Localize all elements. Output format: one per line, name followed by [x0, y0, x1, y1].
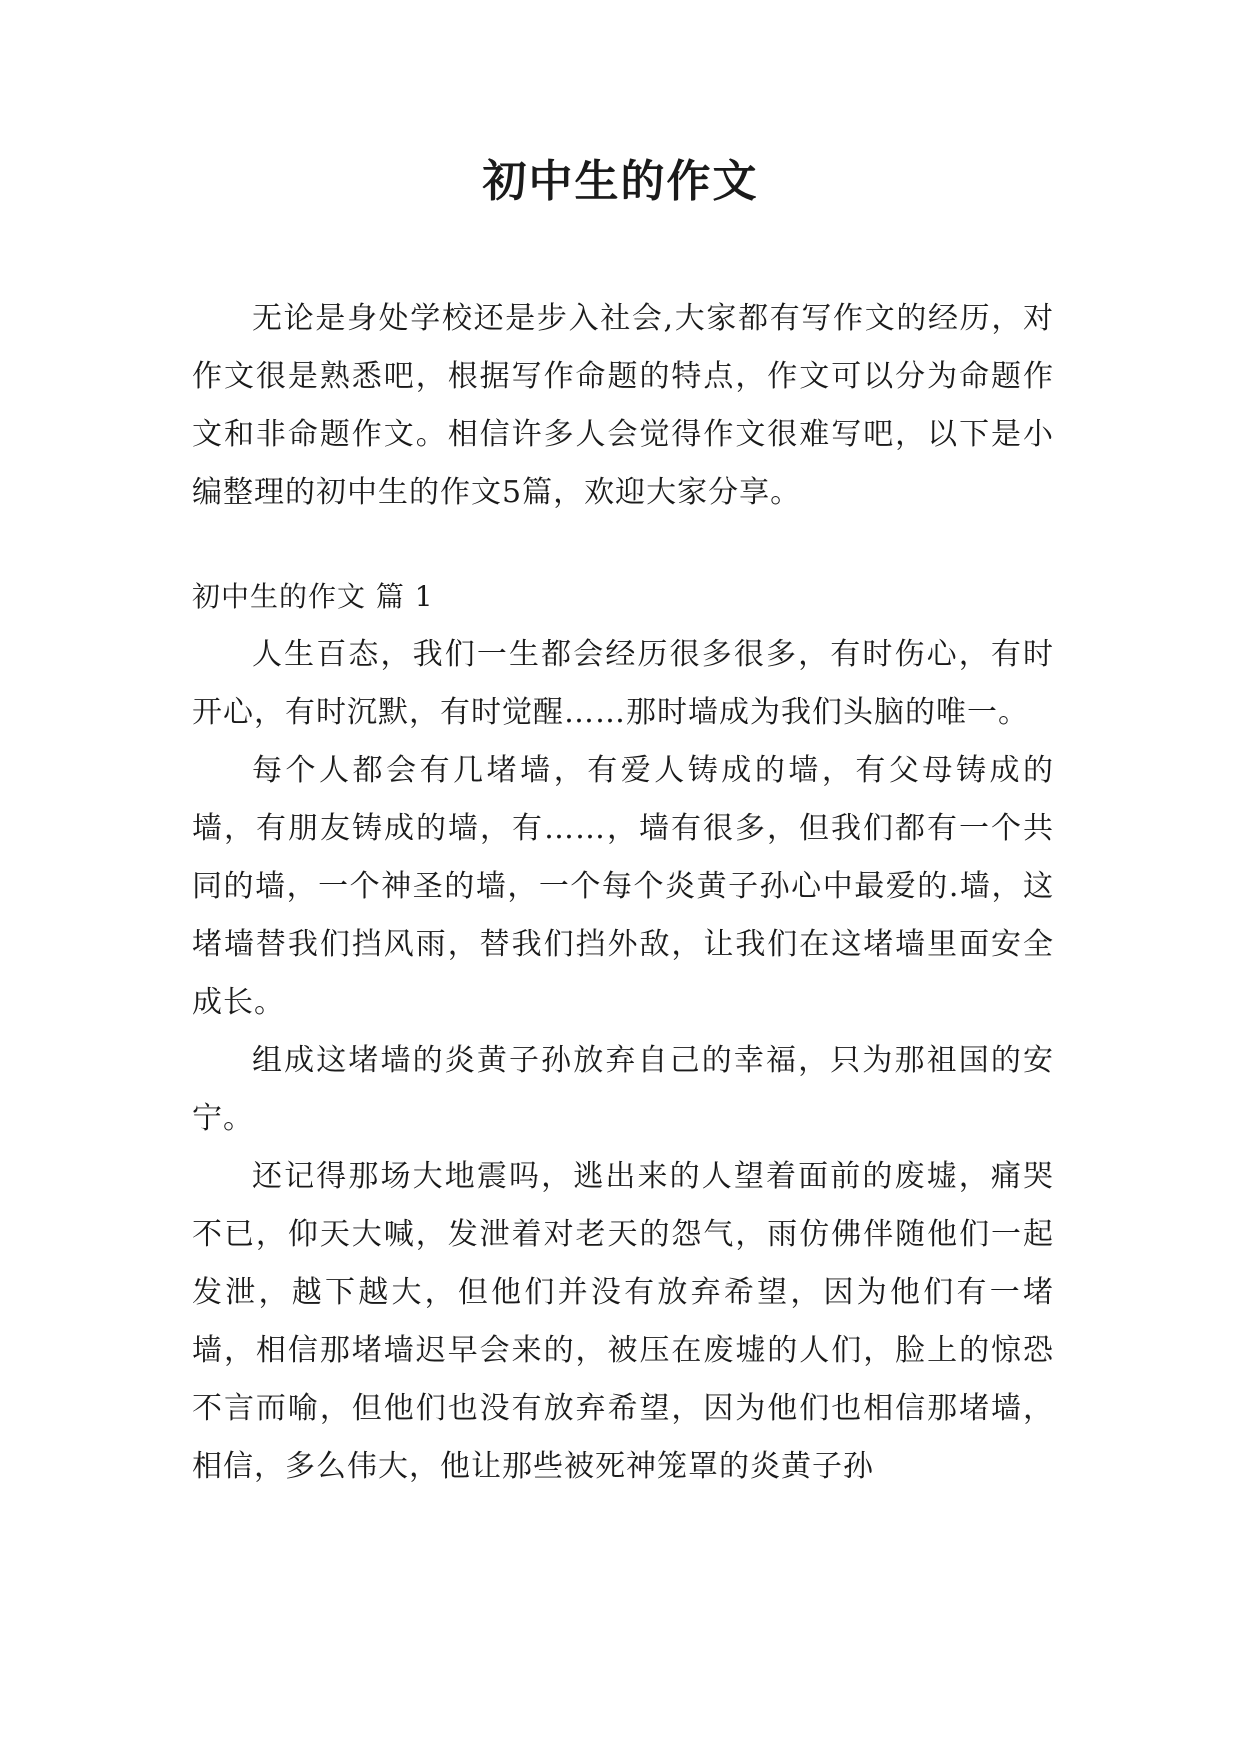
body-paragraph: 每个人都会有几堵墙，有爱人铸成的墙，有父母铸成的墙，有朋友铸成的墙，有……，墙有很多，但我们都有一个共同的墙，一个神圣的墙，一个每个炎黄子孙心中最爱的.墙，这堵墙替我们挡风雨，替我们挡外敌，让我们在这堵墙里面安全成长。: [192, 753, 1054, 1020]
document-body: [192, 290, 1054, 1496]
document-title: 初中生的作文: [482, 156, 759, 207]
body-paragraph: 还记得那场大地震吗，逃出来的人望着面前的废墟，痛哭不已，仰天大喊，发泄着对老天的怨气，雨仿佛伴随他们一起发泄，越下越大，但他们并没有放弃希望，因为他们有一堵墙，相信那堵墙迟早会来的，被压在废墟的人们，脸上的惊恐不言而喻，但他们也没有放弃希望，因为他们也相信那堵墙，相信，多么伟大，他让那些被死神笼罩的炎黄子孙: [192, 1159, 1054, 1484]
body-paragraph: 组成这堵墙的炎黄子孙放弃自己的幸福，只为那祖国的安宁。: [192, 1043, 1054, 1136]
intro-paragraph: 无论是身处学校还是步入社会,大家都有写作文的经历，对作文很是熟悉吧，根据写作命题的特点，作文可以分为命题作文和非命题作文。相信许多人会觉得作文很难写吧，以下是小编整理的初中生的作文5篇，欢迎大家分享。: [192, 301, 1054, 510]
section-heading: 初中生的作文 篇 1: [192, 580, 434, 613]
body-paragraph: 人生百态，我们一生都会经历很多很多，有时伤心，有时开心，有时沉默，有时觉醒……那时墙成为我们头脑的唯一。: [192, 637, 1054, 730]
